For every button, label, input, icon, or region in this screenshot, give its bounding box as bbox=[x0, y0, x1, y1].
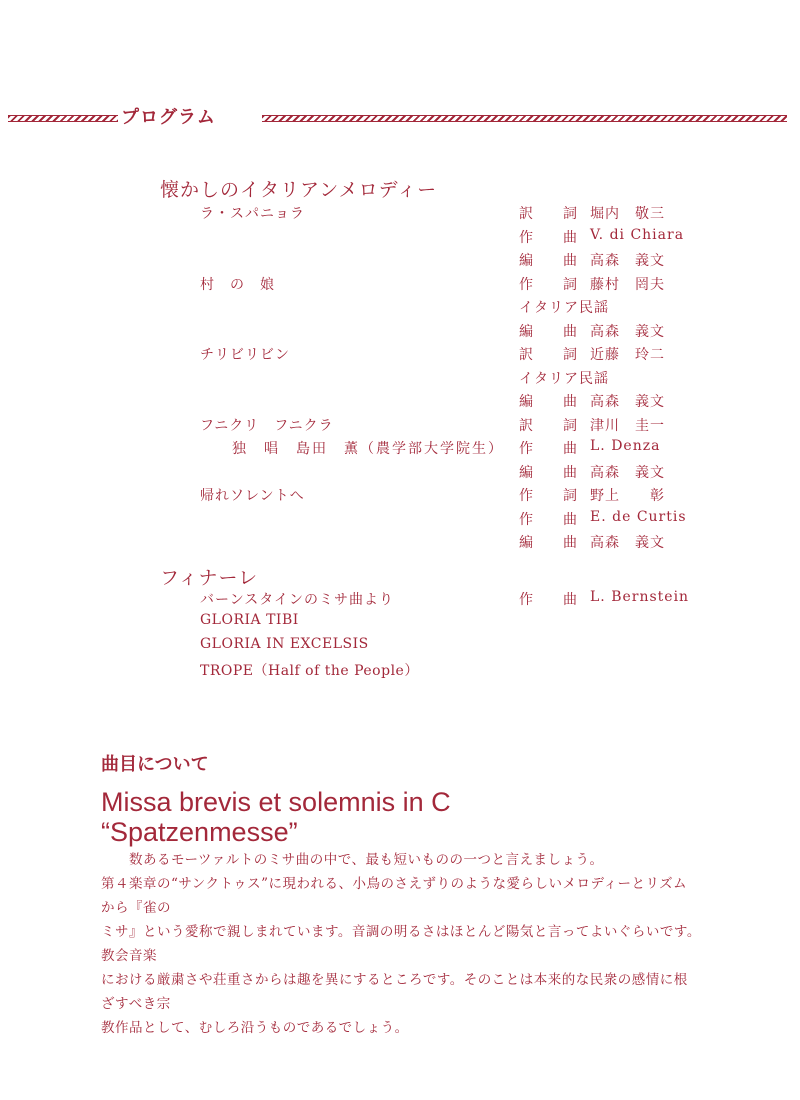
program-row bbox=[0, 368, 800, 392]
credit-person: 藤村 罔夫 bbox=[590, 276, 665, 293]
work-title: Missa brevis et solemnis in C bbox=[101, 787, 451, 817]
credit-role: 編 曲 bbox=[519, 464, 577, 481]
program-row bbox=[0, 321, 800, 345]
credit-person: 近藤 玲二 bbox=[590, 347, 665, 363]
credit-role: 編 曲 bbox=[519, 253, 577, 269]
credit-person: 高森 義文 bbox=[590, 535, 665, 551]
credit-person: 堀内 敬三 bbox=[590, 206, 665, 222]
program-row bbox=[0, 485, 800, 509]
credit-role: 作 曲 bbox=[519, 441, 577, 457]
song-title: 帰れソレントへ bbox=[200, 488, 305, 504]
program-row bbox=[0, 415, 800, 439]
song-title: フニクリ フニクラ bbox=[200, 417, 334, 434]
finale-intro-row bbox=[0, 589, 800, 613]
section-heading-italian-melodies: 懐かしのイタリアンメロディー bbox=[160, 179, 438, 201]
program-row bbox=[0, 274, 800, 298]
finale-item: TROPE（Half of the People） bbox=[200, 663, 419, 679]
credit-person: 津川 圭一 bbox=[590, 417, 665, 434]
program-title: プログラム bbox=[121, 107, 216, 128]
credit-role: 作 曲 bbox=[519, 592, 577, 608]
credit-person: L. Denza bbox=[590, 438, 661, 454]
description-line: 教作品として、むしろ沿うものであるでしょう。 bbox=[101, 1020, 409, 1036]
program-row bbox=[0, 203, 800, 227]
program-row bbox=[0, 250, 800, 274]
song-title: ラ・スパニョラ bbox=[200, 206, 305, 222]
song-title: バーンスタインのミサ曲より bbox=[200, 592, 395, 608]
credit-role: 編 曲 bbox=[519, 323, 577, 340]
program-row bbox=[0, 462, 800, 486]
description-line: ミサ』という愛称で親しまれています。音調の明るさはほとんど陽気と言ってよいぐらいです。教会音楽 bbox=[101, 924, 701, 964]
credit-person: V. di Chiara bbox=[590, 226, 685, 243]
credit-role: 作 詞 bbox=[519, 276, 577, 293]
credit-person: 高森 義文 bbox=[590, 394, 665, 410]
credit-person: 高森 義文 bbox=[590, 464, 665, 481]
credit-person: 野上 彰 bbox=[590, 488, 665, 504]
description-line: 数あるモーツァルトのミサ曲の中で、最も短いものの一つと言えましょう。 bbox=[129, 852, 604, 868]
credit-role: 作 詞 bbox=[519, 488, 577, 504]
program-row bbox=[0, 509, 800, 533]
credit-role: 編 曲 bbox=[519, 535, 577, 551]
credit-folk-song: イタリア民謡 bbox=[519, 370, 609, 387]
program-header bbox=[0, 103, 800, 133]
program-row bbox=[0, 227, 800, 251]
song-title: チリビリビン bbox=[200, 347, 290, 363]
credit-person: L. Bernstein bbox=[590, 589, 690, 605]
program-row bbox=[0, 391, 800, 415]
program-row bbox=[0, 297, 800, 321]
credit-person: 高森 義文 bbox=[590, 253, 665, 269]
finale-item: GLORIA TIBI bbox=[200, 612, 299, 628]
song-title: 独 唱 島田 薫（農学部大学院生） bbox=[232, 441, 504, 457]
description-line: における厳粛さや荘重さからは趣を異にするところです。そのことは本来的な民衆の感情に根ざすべき宗 bbox=[101, 972, 688, 1012]
credit-role: 作 曲 bbox=[519, 229, 577, 246]
credit-folk-song: イタリア民謡 bbox=[519, 300, 609, 316]
credit-person: 高森 義文 bbox=[590, 323, 665, 340]
program-row bbox=[0, 438, 800, 462]
song-title: 村 の 娘 bbox=[200, 276, 275, 293]
rope-divider-right bbox=[262, 115, 787, 122]
section-heading-finale: フィナーレ bbox=[160, 567, 259, 589]
credit-role: 訳 詞 bbox=[519, 206, 577, 222]
credit-role: 訳 詞 bbox=[519, 347, 577, 363]
finale-item: GLORIA IN EXCELSIS bbox=[200, 636, 369, 652]
about-title: 曲目について bbox=[101, 754, 209, 775]
credit-role: 作 曲 bbox=[519, 511, 577, 528]
program-row bbox=[0, 532, 800, 556]
rope-divider-left bbox=[8, 115, 118, 122]
description-line: 第４楽章の“サンクトゥス”に現われる、小鳥のさえずりのような愛らしいメロディーとリズムから『雀の bbox=[101, 876, 688, 916]
program-row bbox=[0, 344, 800, 368]
credit-person: E. de Curtis bbox=[590, 508, 687, 525]
work-description bbox=[101, 848, 701, 1040]
credit-role: 訳 詞 bbox=[519, 417, 577, 434]
work-subtitle: “Spatzenmesse” bbox=[101, 817, 298, 847]
credit-role: 編 曲 bbox=[519, 394, 577, 410]
